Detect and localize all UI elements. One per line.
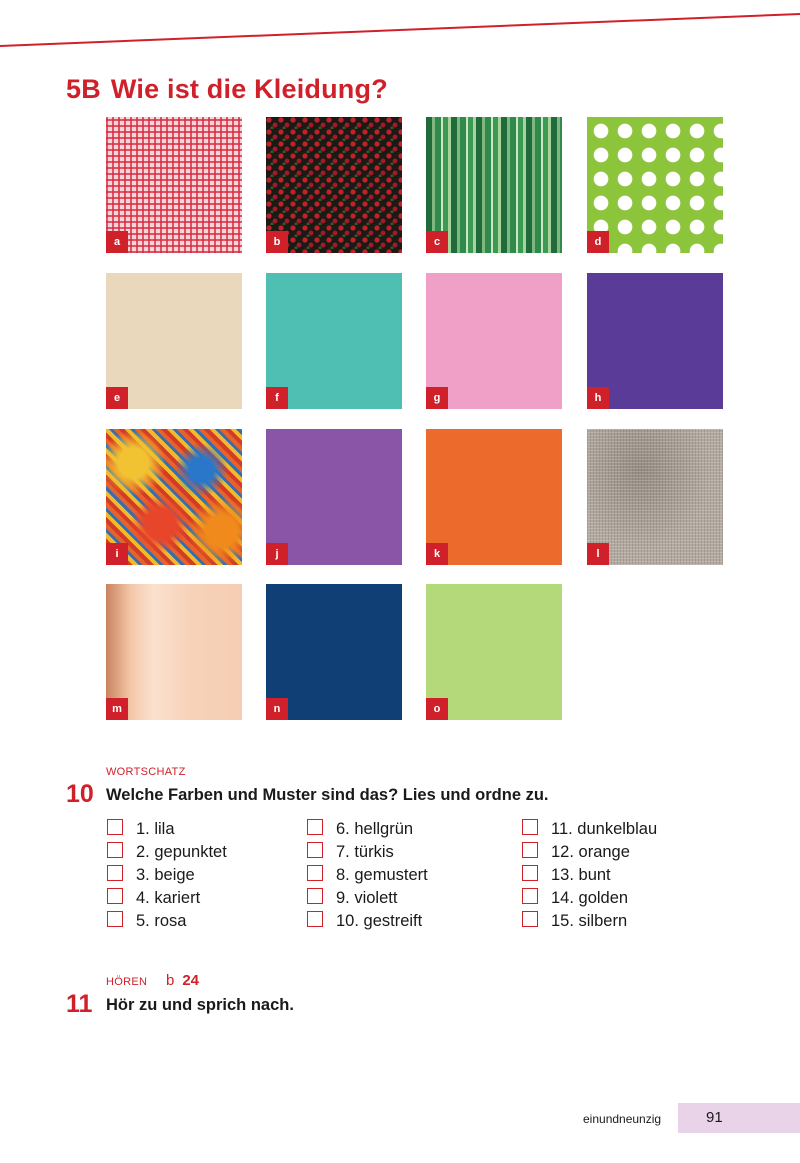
- swatch-g: [426, 273, 562, 409]
- exercise-11-number: 11: [66, 990, 93, 1018]
- swatch-label: l: [587, 543, 609, 565]
- exercise-11-instruction: Hör zu und sprich nach.: [106, 996, 294, 1014]
- swatch-k: [426, 429, 562, 565]
- section-number: 5B: [66, 74, 101, 104]
- page-number-word: einundneunzig: [583, 1112, 662, 1126]
- swatch-o: [426, 584, 562, 720]
- checkbox[interactable]: [307, 888, 323, 904]
- answer-text: 15. silbern: [551, 912, 628, 930]
- audio-track-number: 24: [182, 972, 200, 989]
- swatch-label: m: [106, 698, 128, 720]
- audio-icon: b: [166, 972, 175, 989]
- swatch-label: c: [426, 231, 448, 253]
- swatch-j: [266, 429, 402, 565]
- checkbox[interactable]: [107, 911, 123, 927]
- checkbox[interactable]: [522, 842, 538, 858]
- answer-text: 3. beige: [136, 866, 195, 884]
- checkbox[interactable]: [107, 842, 123, 858]
- checkbox[interactable]: [307, 819, 323, 835]
- audio-reference[interactable]: [166, 972, 199, 989]
- swatch-label: n: [266, 698, 288, 720]
- swatch-a: [106, 117, 242, 253]
- swatch-label: e: [106, 387, 128, 409]
- answer-text: 9. violett: [336, 889, 398, 907]
- swatch-b: [266, 117, 402, 253]
- page-number: 91: [706, 1109, 723, 1126]
- checkbox[interactable]: [107, 819, 123, 835]
- top-decorative-line: [0, 0, 800, 60]
- checkbox[interactable]: [522, 819, 538, 835]
- answer-text: 2. gepunktet: [136, 843, 227, 861]
- swatch-label: j: [266, 543, 288, 565]
- answer-text: 4. kariert: [136, 889, 201, 907]
- exercise-10-number: 10: [66, 780, 94, 808]
- swatch-c: [426, 117, 562, 253]
- section-title: [66, 74, 388, 105]
- swatch-h: [587, 273, 723, 409]
- swatch-i: [106, 429, 242, 565]
- swatch-n: [266, 584, 402, 720]
- exercise-11-tag: HÖREN: [106, 976, 148, 988]
- swatch-label: g: [426, 387, 448, 409]
- answer-text: 11. dunkelblau: [551, 820, 658, 838]
- answer-text: 5. rosa: [136, 912, 187, 930]
- checkbox[interactable]: [307, 865, 323, 881]
- swatch-f: [266, 273, 402, 409]
- answer-text: 8. gemustert: [336, 866, 428, 884]
- swatch-e: [106, 273, 242, 409]
- swatch-label: o: [426, 698, 448, 720]
- swatch-m: [106, 584, 242, 720]
- swatch-label: a: [106, 231, 128, 253]
- checkbox[interactable]: [307, 911, 323, 927]
- exercise-10-question: Welche Farben und Muster sind das? Lies und ordne zu.: [106, 786, 549, 804]
- swatch-label: i: [106, 543, 128, 565]
- checkbox[interactable]: [522, 888, 538, 904]
- swatch-label: d: [587, 231, 609, 253]
- page-number-box: [678, 1103, 800, 1133]
- swatch-d: [587, 117, 723, 253]
- swatch-label: b: [266, 231, 288, 253]
- answer-text: 14. golden: [551, 889, 629, 907]
- answer-text: 1. lila: [136, 820, 175, 838]
- checkbox[interactable]: [522, 865, 538, 881]
- answer-text: 7. türkis: [336, 843, 394, 861]
- swatch-l: [587, 429, 723, 565]
- swatch-label: f: [266, 387, 288, 409]
- swatch-label: h: [587, 387, 609, 409]
- swatch-label: k: [426, 543, 448, 565]
- checkbox[interactable]: [107, 865, 123, 881]
- answer-text: 13. bunt: [551, 866, 611, 884]
- checkbox[interactable]: [307, 842, 323, 858]
- answer-text: 12. orange: [551, 843, 630, 861]
- exercise-10-tag: WORTSCHATZ: [106, 766, 186, 778]
- answer-text: 10. gestreift: [336, 912, 423, 930]
- answer-text: 6. hellgrün: [336, 820, 414, 838]
- section-heading: Wie ist die Kleidung?: [110, 74, 388, 104]
- checkbox[interactable]: [522, 911, 538, 927]
- checkbox[interactable]: [107, 888, 123, 904]
